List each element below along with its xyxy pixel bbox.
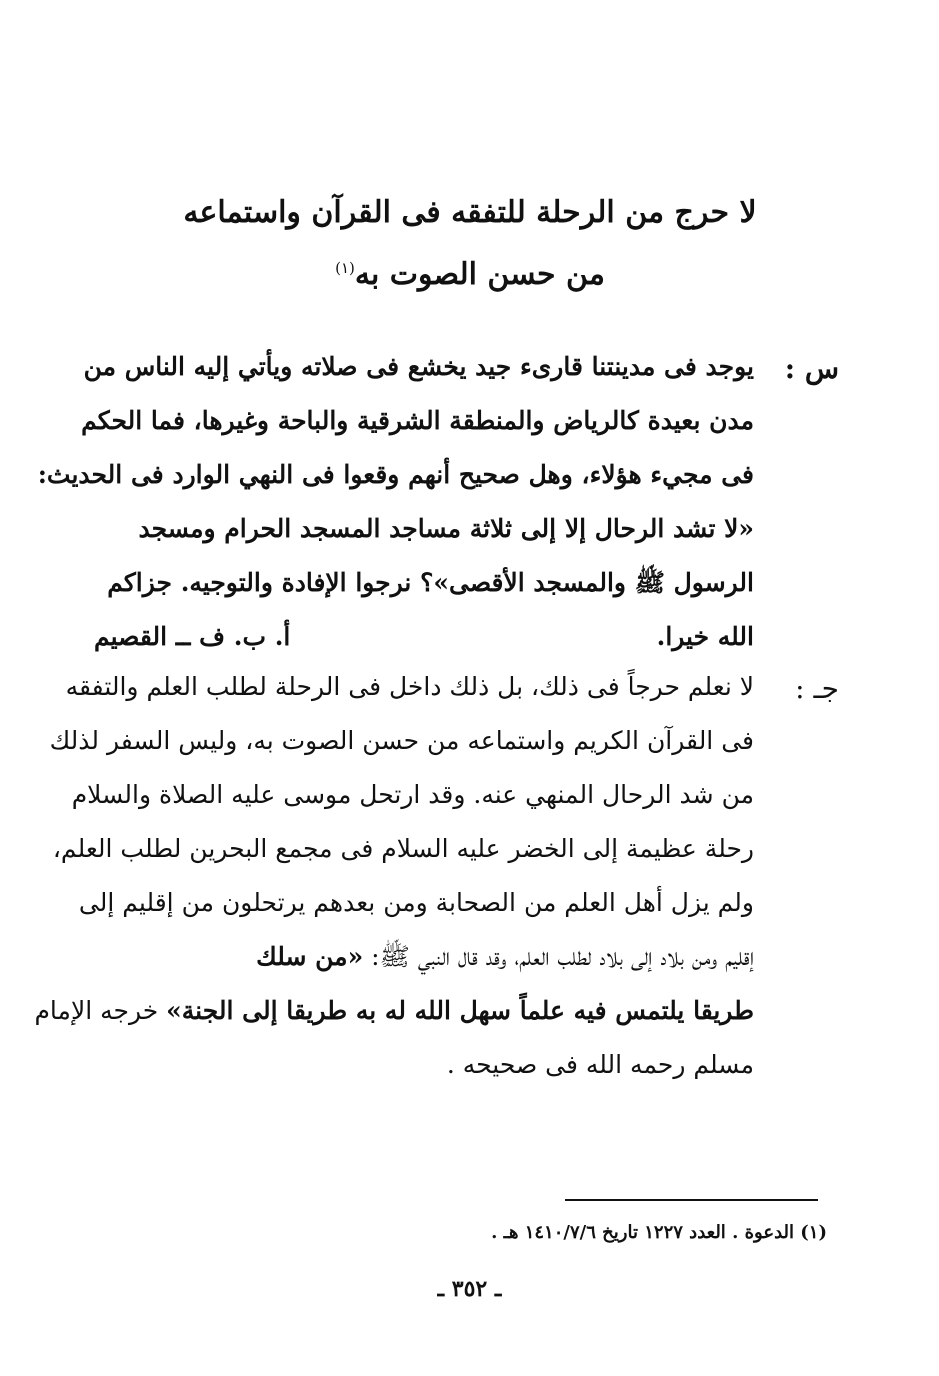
question-line: فى مجيء هؤلاء، وهل صحيح أنهم وقعوا فى النهي الوارد فى الحديث: (37, 460, 754, 489)
answer-line (65, 660, 754, 714)
footnote-divider (565, 1199, 818, 1201)
answer-line (34, 984, 754, 1038)
footnote-reference: (١) (335, 259, 355, 277)
answer-line (94, 930, 754, 984)
footnote: (١) الدعوة . العدد ١٢٢٧ تاريخ ١٤١٠/٧/٦ هـ . (491, 1222, 827, 1243)
answer-line-text: مسلم رحمه الله فى صحيحه . (446, 1050, 754, 1079)
answer-marker: جـ : (795, 672, 839, 705)
answer-line-text: خرجه الإمام (34, 996, 167, 1025)
question-line: الرسول ﷺ والمسجد الأقصى»؟ نرجوا الإفادة والتوجيه. جزاكم (107, 568, 754, 597)
answer-line (94, 1038, 754, 1092)
title-line-1: لا حرج من الرحلة للتفقه فى القرآن واستماعه (183, 195, 757, 230)
question-closing: الله خيرا. (656, 622, 754, 651)
answer-line (78, 876, 754, 930)
answer-text (34, 660, 754, 1092)
answer-line-text: إقليم ومن بلاد إلى بلاد لطلب العلم، وقد قال النبي ﷺ: (363, 942, 754, 971)
answer-line-text: فى القرآن الكريم واستماعه من حسن الصوت به، وليس السفر لذلك (49, 726, 754, 755)
hadith-quote-start: «من سلك (256, 942, 364, 971)
question-marker: س : (784, 352, 839, 385)
question-line: يوجد فى مدينتنا قارىء جيد يخشع فى صلاته ويأتي إليه الناس من (83, 352, 754, 381)
question-line: «لا تشد الرحال إلا إلى ثلاثة مساجد المسجد الحرام ومسجد (138, 514, 754, 543)
answer-line-text: رحلة عظيمة إلى الخضر عليه السلام فى مجمع البحرين لطلب العلم، (52, 834, 754, 863)
answer-line-text: ولم يزل أهل العلم من الصحابة ومن بعدهم يرتحلون من إقليم إلى (78, 888, 754, 917)
page-title-continued (100, 240, 840, 303)
question-last-line (94, 610, 754, 664)
question-line: مدن بعيدة كالرياض والمنطقة الشرقية والباحة وغيرها، فما الحكم (81, 406, 754, 435)
page-number: ـ ٣٥٢ ـ (437, 1276, 502, 1302)
title-line-2: من حسن الصوت به (354, 257, 605, 292)
answer-line (52, 822, 754, 876)
answer-line-text: من شد الرحال المنهي عنه. وقد ارتحل موسى عليه الصلاة والسلام (71, 780, 754, 809)
answer-line-text: لا نعلم حرجاً فى ذلك، بل ذلك داخل فى الرحلة لطلب العلم والتفقه (65, 672, 754, 701)
answer-line (71, 768, 754, 822)
question-text (37, 340, 754, 664)
questioner-signature: أ. ب. ف ــ القصيم (94, 622, 291, 651)
page-title (100, 185, 840, 241)
hadith-quote-end: طريقا يلتمس فيه علماً سهل الله له به طريقا إلى الجنة» (166, 996, 754, 1025)
answer-line (49, 714, 754, 768)
